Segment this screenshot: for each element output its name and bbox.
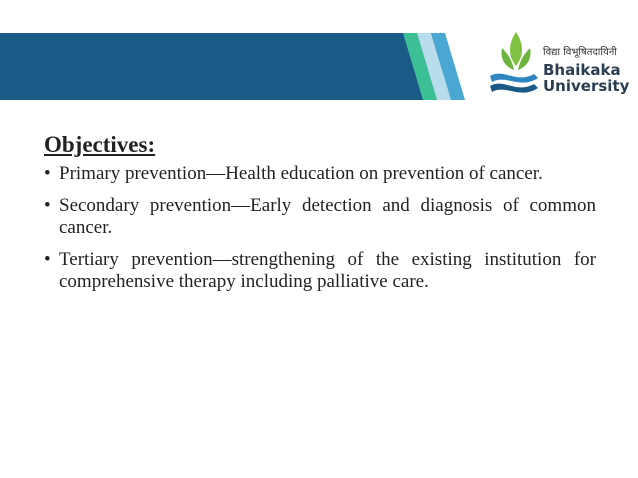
list-item-text: Tertiary prevention—strengthening of the existing institution for comprehensive therapy including palliative care.	[59, 249, 596, 292]
list-item	[44, 249, 596, 293]
logo-name-line2: University	[543, 77, 630, 95]
list-item	[44, 163, 596, 185]
page-title: Objectives:	[44, 132, 156, 157]
logo-tagline: विद्या विभूषितदायिनी	[543, 47, 617, 58]
bullet-glyph: •	[44, 195, 51, 216]
list-item-text: Primary prevention—Health education on prevention of cancer.	[59, 163, 543, 184]
bullet-glyph: •	[44, 163, 51, 184]
objectives-list	[44, 163, 596, 293]
slide-content	[44, 131, 596, 303]
header-band-fill	[0, 33, 443, 100]
bullet-glyph: •	[44, 249, 51, 270]
list-item	[44, 195, 596, 239]
logo-wordmark	[543, 62, 629, 94]
logo-name-line1: Bhaikaka	[543, 61, 621, 79]
list-item-text: Secondary prevention—Early detection and diagnosis of common cancer.	[59, 195, 596, 238]
